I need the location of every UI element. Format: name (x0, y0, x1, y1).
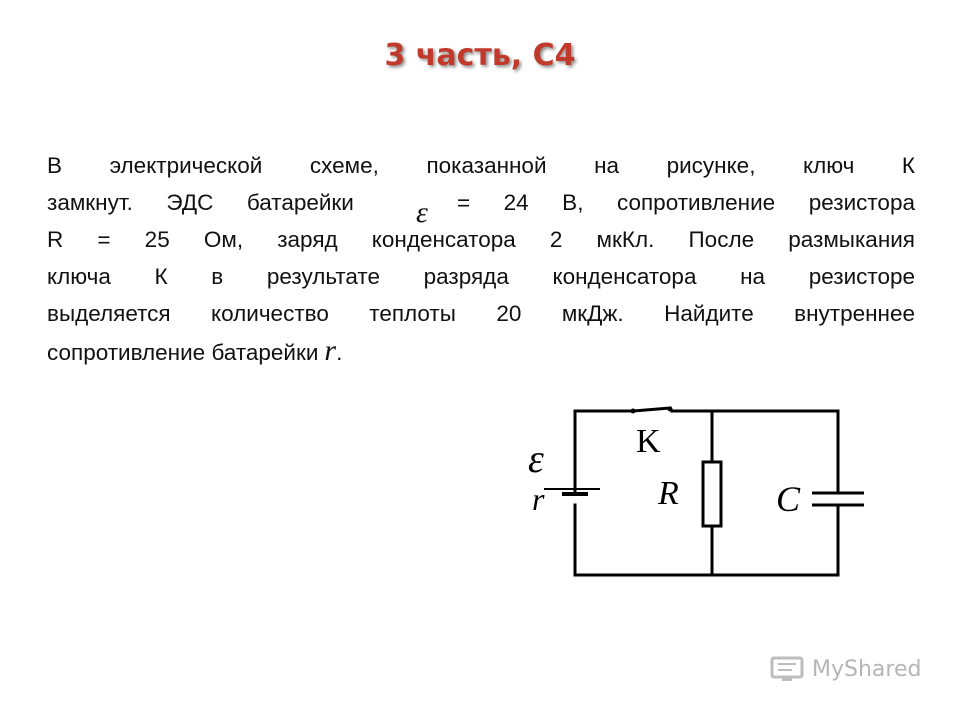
switch-blade (633, 408, 670, 411)
watermark (770, 655, 921, 683)
switch-label: K (636, 423, 661, 460)
watermark-text: MyShared (812, 656, 922, 682)
emf-label: ε (528, 436, 544, 481)
capacitor-label: C (776, 479, 801, 519)
resistor-label: R (658, 475, 679, 512)
problem-line-2-start: замкнут. ЭДС батарейки (47, 190, 354, 215)
problem-line-2-end: = 24 В, сопротивление резистора (456, 190, 915, 215)
monitor-icon (770, 655, 806, 683)
internal-r-label: r (532, 481, 545, 517)
emf-symbol: ε (416, 196, 428, 229)
problem-line-3: R = 25 Ом, заряд конденсатора 2 мкКл. После размыкания (47, 227, 915, 252)
internal-resistance-symbol: r (324, 334, 337, 367)
switch-contact-left (631, 409, 636, 414)
resistor-body (703, 462, 721, 526)
problem-period: . (336, 340, 343, 365)
problem-line-5: выделяется количество теплоты 20 мкДж. Найдите внутреннее (47, 301, 915, 326)
problem-line-6-text: сопротивление батарейки (47, 340, 319, 365)
slide-title: 3 часть, С4 (384, 38, 576, 73)
switch-contact-right (668, 407, 673, 412)
problem-line-1: В электрической схеме, показанной на рисунке, ключ К (47, 153, 915, 178)
problem-line-4: ключа К в результате разряда конденсатора на резисторе (47, 264, 915, 289)
